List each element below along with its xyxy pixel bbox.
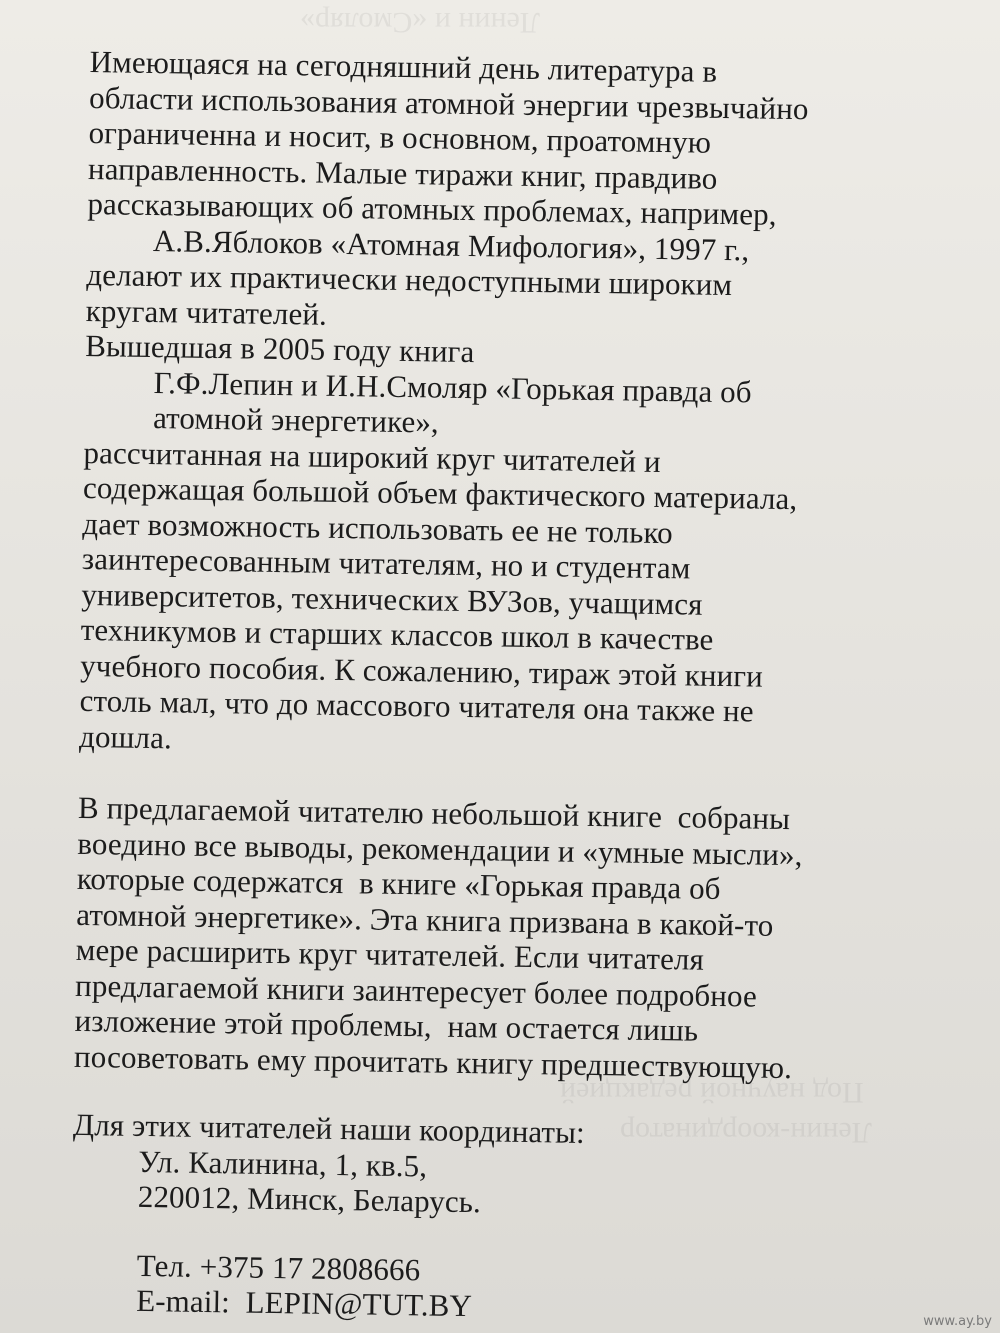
intro-paragraph — [86, 44, 970, 342]
text-line: мере расширить круг читателей. Если читателя — [75, 931, 705, 977]
contacts-heading: Для этих читателей наши координаты: — [72, 1106, 586, 1150]
show-through-text: Ленин-координатор — [620, 1116, 872, 1149]
text-line: В предлагаемой читателю небольшой книге собраны — [77, 789, 791, 837]
text-line: предлагаемой книги заинтересует более подробное — [74, 967, 758, 1014]
citation-lepin-smolyar: Г.Ф.Лепин и И.Н.Смоляр «Горькая правда об — [153, 364, 752, 409]
text-line: изложение этой проблемы, нам остается лишь — [74, 1002, 699, 1048]
address-street: Ул. Калинина, 1, кв.5, — [138, 1143, 428, 1183]
text-line: атомной энергетике». Эта книга призвана в какой-то — [76, 896, 774, 943]
text-line: столь мал, что до массового читателя она также не — [79, 682, 754, 729]
page-text — [70, 44, 970, 1331]
citation-yablokov: А.В.Яблоков «Атомная Мифология», 1997 г., — [152, 222, 750, 267]
text-line: делают их практически недоступными широким — [86, 256, 733, 303]
text-line: дает возможность использовать ее не только — [82, 505, 674, 550]
address-city: 220012, Минск, Беларусь. — [137, 1178, 482, 1220]
text-line: воедино все выводы, рекомендации и «умные мысли», — [77, 825, 803, 872]
book-paragraph — [79, 328, 966, 768]
contacts-block — [70, 1107, 953, 1331]
text-line: Имеющаяся на сегодняшний день литература в — [89, 44, 718, 89]
text-line: кругам читателей. — [85, 292, 328, 332]
text-line: заинтересованным читателям, но и студентам — [81, 540, 691, 586]
text-line: университетов, технических ВУЗов, учащимся — [81, 576, 703, 622]
show-through-text: Ленин и «Смоляр» — [300, 6, 541, 39]
offer-paragraph — [74, 790, 958, 1088]
text-line: техникумов и старших классов школ в качестве — [80, 611, 714, 657]
text-line: содержащая большой объем фактического материала, — [82, 469, 798, 517]
text-line: рассказывающих об атомных проблемах, например, — [87, 185, 777, 232]
text-line: ограниченна и носит, в основном, проатомную — [88, 114, 712, 160]
email-address: LEPIN@TUT.BY — [245, 1284, 473, 1324]
show-through-text: Под научной редакцией — [560, 1076, 864, 1109]
text-line: области использования атомной энергии чрезвычайно — [88, 79, 809, 126]
text-line: посоветовать ему прочитать книгу предшествующую. — [73, 1038, 793, 1085]
text-line: рассчитанная на широкий круг читателей и — [83, 434, 661, 479]
text-line: учебного пособия. К сожалению, тираж этой книги — [79, 647, 764, 694]
text-line: дошла. — [78, 718, 173, 755]
text-line: Вышедшая в 2005 году книга — [84, 327, 475, 370]
citation-lepin-smolyar: атомной энергетике», — [152, 400, 440, 440]
site-watermark: www.ay.by — [923, 1314, 992, 1329]
email-label: E-mail: — [135, 1282, 231, 1320]
phone-number: Тел. +375 17 2808666 — [136, 1247, 421, 1287]
text-line: которые содержатся в книге «Горькая правда об — [76, 860, 721, 907]
text-line: направленность. Малые тиражи книг, правдиво — [87, 150, 718, 196]
